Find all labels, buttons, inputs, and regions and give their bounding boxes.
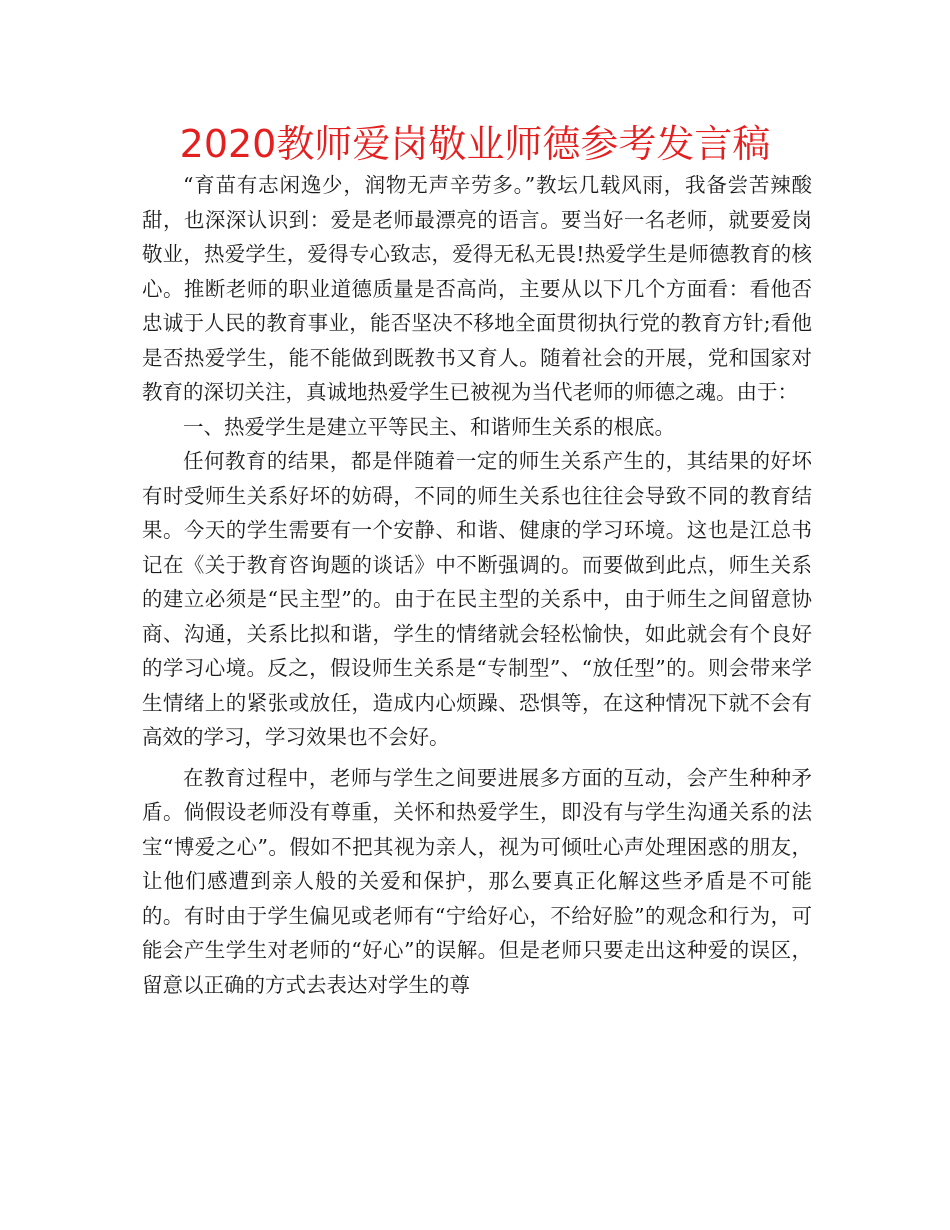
document-title: 2020教师爱岗敬业师德参考发言稿 <box>179 122 771 166</box>
paragraph-section-heading: 一、热爱学生是建立平等民主、和谐师生关系的根底。 <box>183 414 675 439</box>
document-body <box>142 168 812 1002</box>
paragraph-intro: “育苗有志闲逸少，润物无声辛劳多。”教坛几载风雨，我备尝苦辣酸甜，也深深认识到：爱是老师最漂亮的语言。要当好一名老师，就要爱岗敬业，热爱学生，爱得专心致志，爱得无私无畏!热爱学生是师德教育的核心。推断老师的职业道德质量是否高尚，主要从以下几个方面看：看他否忠诚于人民的教育事业，能否坚决不移地全面贯彻执行党的教育方针;看他是否热爱学生，能不能做到既教书又育人。随着社会的开展，党和国家对教育的深切关注，真诚地热爱学生已被视为当代老师的师德之魂。由于： <box>142 173 812 404</box>
paragraph-relationship: 任何教育的结果，都是伴随着一定的师生关系产生的，其结果的好坏有时受师生关系好坏的妨碍，不同的师生关系也往往会导致不同的教育结果。今天的学生需要有一个安静、和谐、健康的学习环境。这也是江总书记在《关于教育咨询题的谈话》中不断强调的。而要做到此点，师生关系的建立必须是“民主型”的。由于在民主型的关系中，由于师生之间留意协商、沟通，关系比拟和谐，学生的情绪就会轻松愉快，如此就会有个良好的学习心境。反之，假设师生关系是“专制型”、“放任型”的。则会带来学生情绪上的紧张或放任，造成内心烦躁、恐惧等，在这种情况下就不会有高效的学习，学习效果也不会好。 <box>142 449 812 749</box>
paragraph-interaction: 在教育过程中，老师与学生之间要进展多方面的互动，会产生种种矛盾。倘假设老师没有尊重，关怀和热爱学生，即没有与学生沟通关系的法宝“博爱之心”。假如不把其视为亲人，视为可倾吐心声处理困惑的朋友，让他们感遭到亲人般的关爱和保护，那么要真正化解这些矛盾是不可能的。有时由于学生偏见或老师有“宁给好心，不给好脸”的观念和行为，可能会产生学生对老师的“好心”的误解。但是老师只要走出这种爱的误区，留意以正确的方式去表达对学生的尊 <box>142 765 812 997</box>
